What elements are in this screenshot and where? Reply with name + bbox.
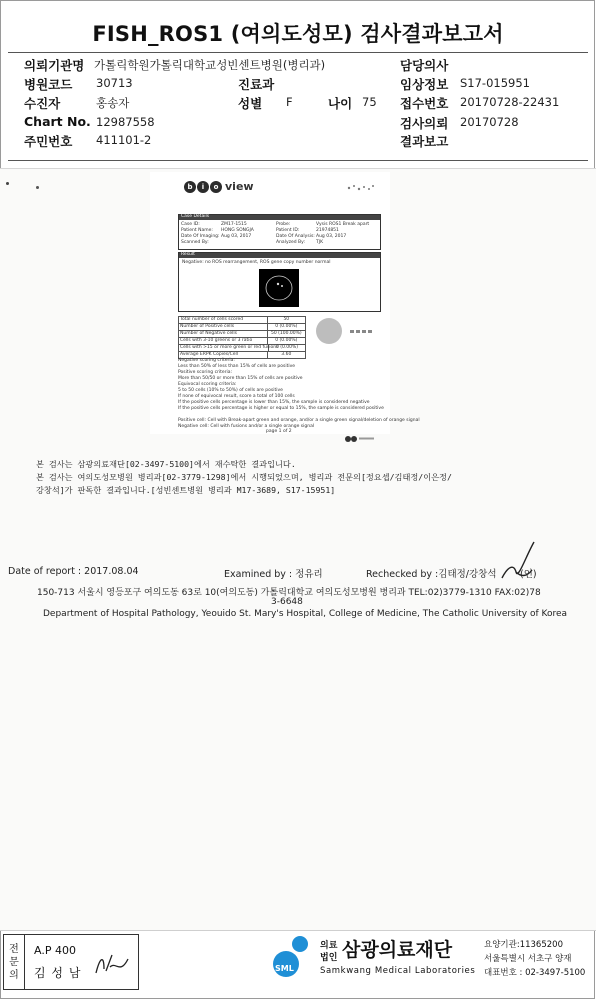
criteria-line: Positive scoring criteria: — [178, 370, 233, 375]
seal-mark: (인) — [520, 569, 537, 580]
referral-notes — [36, 458, 452, 497]
case-field-row — [181, 240, 376, 246]
header-rule — [8, 160, 588, 161]
table-row — [178, 316, 306, 324]
table-row — [178, 324, 306, 331]
table-row — [178, 331, 306, 338]
department-line: Department of Hospital Pathology, Yeouido St. Mary's Hospital, College of Medicine, The Catholic University of Korea — [43, 609, 568, 619]
table-cell-label: Average ERPK Copies/Cell — [179, 352, 268, 358]
case-field-v: Aug 03, 2017 — [221, 234, 252, 239]
case-fields — [181, 222, 376, 246]
criteria-line: If the positive cells percentage is lower than 15%, the sample is considered negative — [178, 400, 370, 405]
label-institution: 의뢰기관명 — [24, 58, 85, 73]
logo-text: view — [225, 180, 254, 193]
bioview-logo — [184, 180, 254, 193]
stamp-name: 김 성 남 — [34, 966, 82, 980]
case-field-v2: Vysis ROS1 Break apart — [316, 222, 370, 227]
sml-badge: SML — [275, 964, 294, 973]
label-result-report: 결과보고 — [400, 134, 449, 149]
org-prefix-1: 의료 — [320, 941, 338, 951]
org-info-line: 대표번호 : 02-3497-5100 — [484, 968, 586, 978]
label-age: 나이 — [328, 96, 353, 111]
label-hospital-code: 병원코드 — [24, 77, 73, 92]
table-cell-label: Number of Negative cells — [179, 331, 268, 337]
inner-page-label: page 1 of 2 — [266, 429, 292, 434]
note-line: 강창석]가 판독한 결과입니다.[성빈센트병원 병리과 M17-3689, S17-15951] — [36, 485, 336, 495]
note-line: 본 검사는 삼광의료재단[02-3497-5100]에서 재수탁한 결과입니다. — [36, 459, 296, 469]
value-hospital-code: 30713 — [96, 76, 133, 90]
stamp-signature-icon — [92, 947, 132, 981]
case-details-box — [178, 214, 381, 250]
value-institution: 가톨릭학원가톨릭대학교성빈센트병원(병리과) — [94, 58, 326, 72]
inner-report-page — [150, 172, 420, 434]
title-rule — [8, 52, 588, 53]
table-cell-value: 3.60 — [281, 352, 292, 357]
specialist-stamp — [3, 934, 139, 990]
label-doctor: 담당의사 — [400, 58, 449, 73]
label-chart-no: Chart No. — [24, 114, 91, 129]
case-field-v: ZM17-1515 — [221, 222, 247, 227]
org-name: 삼광의료재단 — [342, 939, 453, 961]
stats-table — [178, 316, 306, 359]
label-clinical-info: 임상정보 — [400, 77, 449, 92]
case-field-k2: Probe: — [276, 222, 291, 227]
result-text: Negative: no ROS rearrangement, ROS gene copy number normal — [182, 260, 331, 265]
criteria-line: Positive cell: Cell with Break-apart green and orange, and/or a single green signal/deletion of orange signal — [178, 418, 420, 423]
label-accession: 접수번호 — [400, 96, 449, 111]
case-field-k2: Analyzed By: — [276, 240, 305, 245]
case-field-v — [221, 240, 276, 246]
case-field-v2: 21974851 — [316, 228, 339, 233]
case-field-k: Case ID: — [181, 222, 200, 227]
criteria-text — [178, 358, 420, 430]
criteria-line: More than 50/50 or more than 15% of cells are positive — [178, 376, 303, 381]
value-clinical-info: S17-015951 — [460, 76, 530, 90]
logo-letter-b: b — [184, 181, 196, 193]
label-request-date: 검사의뢰 — [400, 116, 449, 131]
table-row — [178, 338, 306, 345]
thumbnail-marks-icon — [350, 320, 376, 326]
signature-icon — [496, 536, 542, 586]
value-request-date: 20170728 — [460, 115, 519, 129]
report-title: FISH_ROS1 (여의도성모) 검사결과보고서 — [92, 22, 504, 46]
value-sex: F — [286, 95, 293, 109]
rechecked-by: Rechecked by :김태정/강창석 — [366, 569, 497, 580]
result-box — [178, 252, 381, 312]
table-cell-label: Cells with 3-10 greens or 3 ratio — [179, 338, 268, 344]
table-cell-value: 50 — [283, 317, 290, 322]
scan-speck — [6, 182, 9, 185]
case-field-k2: Date Of Analysis: — [276, 234, 315, 239]
criteria-line: 5 to 50 cells (10% to 50%) of cells are positive — [178, 388, 283, 393]
case-details-header: Case Details — [181, 214, 210, 219]
org-english: Samkwang Medical Laboratories — [320, 966, 476, 976]
table-row — [178, 345, 306, 352]
table-cell-value: 0 (0.00%) — [275, 338, 298, 343]
criteria-line: Less than 50% of less than 15% of cells are positive — [178, 364, 296, 369]
stamp-side-label — [4, 935, 25, 989]
case-field-v: HONG SONGJA — [221, 228, 254, 233]
label-resident-no: 주민번호 — [24, 134, 73, 149]
value-age: 75 — [362, 95, 377, 109]
criteria-line: Negative cell: Cell with fusions and/or a single orange signal — [178, 424, 315, 429]
table-cell-label: Number of Positive cells — [179, 324, 268, 330]
result-header: Result — [181, 252, 195, 257]
org-info-line: 요양기관:11365200 — [484, 940, 563, 950]
criteria-line: Equivocal scoring criteria: — [178, 382, 237, 387]
value-accession: 20170728-22431 — [460, 95, 560, 109]
examined-by: Examined by : 정유리 — [224, 569, 323, 580]
case-field-v2: Aug 03, 2017 — [316, 234, 347, 239]
footer-rule — [0, 930, 596, 931]
org-prefix-2: 법인 — [320, 953, 338, 963]
table-cell-value: 0 (0.00%) — [275, 324, 298, 329]
stamp-side-char: 의 — [9, 969, 19, 981]
note-line: 본 검사는 여의도성모병원 병리과[02-3779-1298]에서 시행되었으며, 병리과 전문의[정요셉/김태정/이은정/ — [36, 472, 452, 482]
stamp-side-char: 문 — [9, 956, 19, 968]
report-date: Date of report : 2017.08.04 — [8, 566, 139, 577]
table-cell-label: Total number of cells scored — [179, 317, 268, 323]
case-field-k: Scanned By: — [181, 240, 209, 245]
org-info-line: 서울특별시 서초구 양재 — [484, 954, 572, 964]
cell-thumbnail — [316, 318, 342, 344]
scan-speck — [36, 186, 39, 189]
value-patient: 홍송자 — [96, 96, 130, 110]
criteria-line: If none of equivocal result, score a total of 100 cells — [178, 394, 295, 399]
label-sex: 성별 — [238, 96, 263, 111]
table-cell-label: Cells with >15 or more green or red fusions — [180, 345, 279, 350]
label-patient: 수진자 — [24, 96, 61, 111]
address-line-1: 150-713 서울시 영등포구 여의도동 63로 10(여의도동) 가톨릭대학교 여의도성모병원 병리과 TEL:02)3779-1310 FAX:02)78 — [37, 588, 541, 598]
stamp-mark-icon — [346, 178, 376, 188]
case-field-v2: TJK — [316, 240, 324, 245]
criteria-line: If the positive cells percentage is higher or equal to 15%, the sample is considered positive — [178, 406, 384, 411]
case-field-k2: Patient ID: — [276, 228, 300, 233]
label-department: 진료과 — [238, 77, 275, 92]
criteria-line: Negative scoring criteria: — [178, 358, 235, 363]
table-cell-value: 0 (0.00%) — [275, 345, 299, 350]
stamp-side-char: 전 — [9, 943, 19, 955]
address-line-2: 3-6648 — [271, 597, 303, 607]
logo-letter-i: i — [197, 181, 209, 193]
fish-cell-image — [259, 269, 299, 307]
case-field-k: Patient Name: — [181, 228, 213, 233]
case-field-k: Date Of Imaging: — [181, 234, 220, 239]
value-chart-no: 12987558 — [96, 115, 155, 129]
table-cell-value: 50 (100.00%) — [270, 331, 302, 336]
value-resident-no: 411101-2 — [96, 133, 152, 147]
bioview-small-logo-icon — [344, 428, 376, 436]
logo-letter-o: o — [210, 181, 222, 193]
stamp-code: A.P 400 — [34, 944, 76, 957]
